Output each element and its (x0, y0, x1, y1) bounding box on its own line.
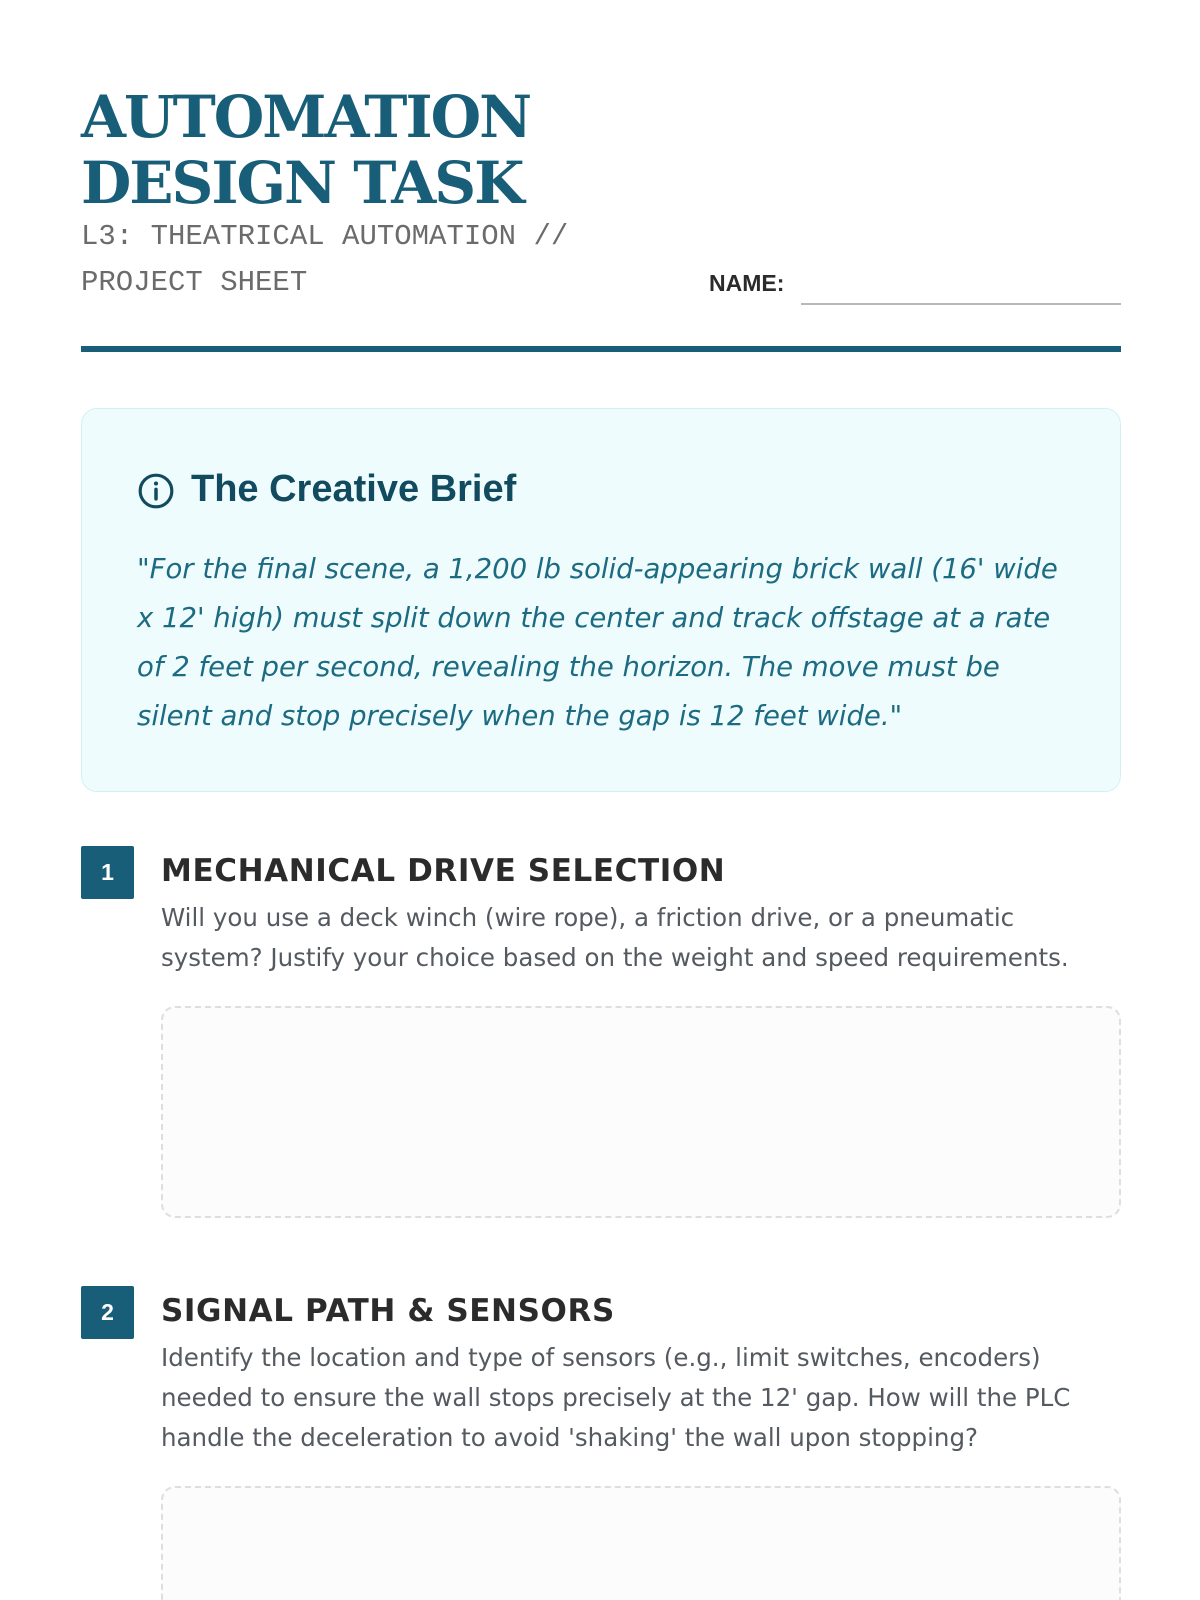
page-subtitle (81, 214, 641, 306)
subtitle-line-2: PROJECT SHEET (81, 266, 308, 299)
brief-text: "For the final scene, a 1,200 lb solid-appearing brick wall (16' wide x 12' high) must split down the center and track offstage at a rate of 2 feet per second, revealing the horizon. The move must be silent and stop precisely when the gap is 12 feet wide." (137, 553, 1058, 732)
section-title: SIGNAL PATH & SENSORS (161, 1293, 615, 1329)
title-line-2: DESIGN TASK (81, 149, 523, 217)
subtitle-line-1: L3: THEATRICAL AUTOMATION // (81, 220, 569, 253)
info-icon (137, 472, 175, 510)
section-number-badge: 1 (81, 846, 134, 899)
answer-box-drive-selection[interactable] (161, 1006, 1121, 1218)
section-number-badge: 2 (81, 1286, 134, 1339)
name-field[interactable] (801, 303, 1121, 305)
creative-brief-box (81, 408, 1121, 792)
title-line-1: AUTOMATION (81, 83, 531, 151)
name-label: NAME: (709, 270, 785, 296)
page-title (81, 84, 530, 216)
section-description: Identify the location and type of sensors (e.g., limit switches, encoders) needed to ensure the wall stops precisely at the 12' gap. How will the PLC handle the deceleration to avoid 'shaking' the wall upon stopping? (161, 1343, 1071, 1452)
header-divider (81, 346, 1121, 352)
section-title: MECHANICAL DRIVE SELECTION (161, 853, 726, 889)
section-description: Will you use a deck winch (wire rope), a friction drive, or a pneumatic system? Justify your choice based on the weight and speed requirements. (161, 903, 1069, 972)
project-sheet (81, 0, 1121, 1600)
answer-box-sensors[interactable] (161, 1486, 1121, 1600)
page-header (81, 84, 1121, 354)
brief-title: The Creative Brief (191, 468, 517, 510)
